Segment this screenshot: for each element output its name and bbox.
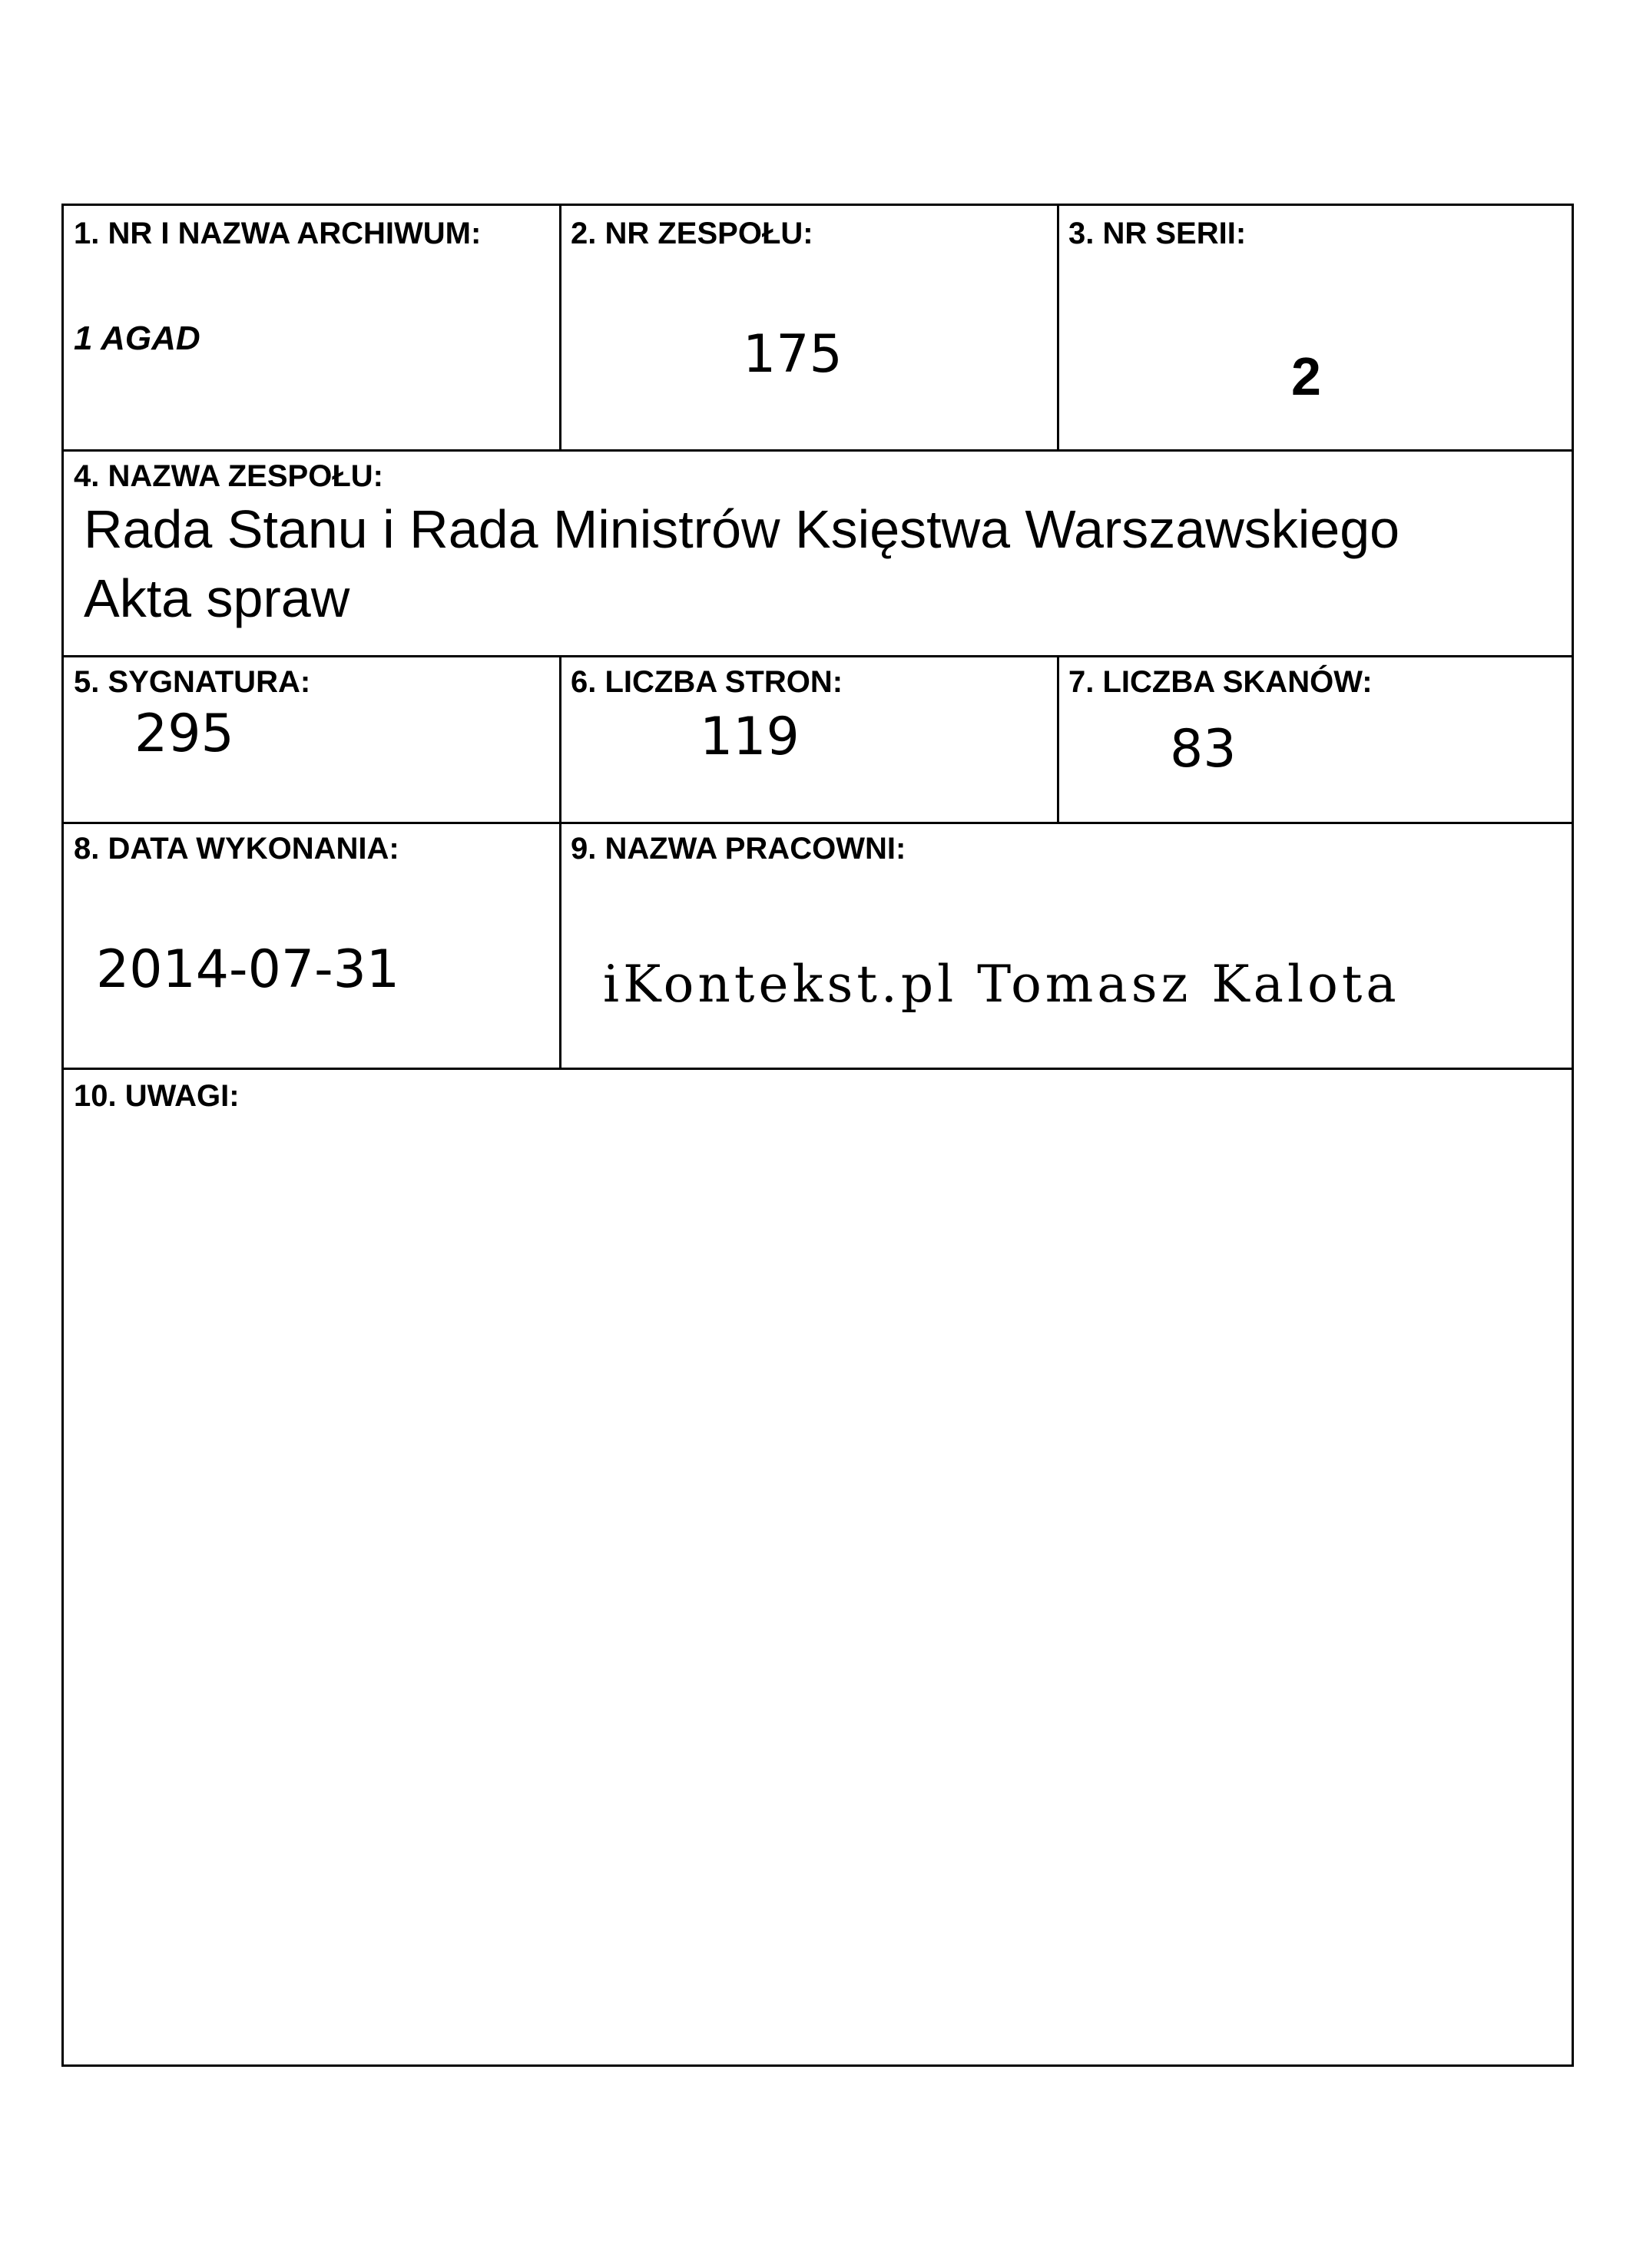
workshop-cell bbox=[561, 824, 1574, 1068]
series-number-cell bbox=[1059, 206, 1574, 449]
series-number-value: 2 bbox=[1291, 346, 1321, 406]
archive-cell bbox=[64, 206, 559, 449]
page-count-cell bbox=[561, 657, 1057, 822]
signature-label: 5. SYGNATURA: bbox=[74, 665, 311, 699]
fonds-name-line1: Rada Stanu i Rada Ministrów Księstwa Warszawskiego bbox=[84, 499, 1400, 559]
page-count-label: 6. LICZBA STRON: bbox=[571, 665, 843, 699]
date-cell bbox=[64, 824, 559, 1068]
date-value: 2014-07-31 bbox=[96, 939, 400, 1000]
archive-value: 1 AGAD bbox=[74, 320, 200, 357]
series-number-label: 3. NR SERII: bbox=[1068, 217, 1247, 250]
fonds-number-cell bbox=[561, 206, 1057, 449]
scan-count-cell bbox=[1059, 657, 1574, 822]
notes-cell bbox=[64, 1070, 1574, 2064]
workshop-label: 9. NAZWA PRACOWNI: bbox=[571, 832, 906, 866]
archive-record-form bbox=[61, 204, 1574, 2067]
fonds-number-label: 2. NR ZESPOŁU: bbox=[571, 217, 813, 250]
fonds-name-label: 4. NAZWA ZESPOŁU: bbox=[74, 459, 383, 493]
date-label: 8. DATA WYKONANIA: bbox=[74, 832, 399, 866]
fonds-name-cell bbox=[64, 452, 1574, 655]
scan-count-label: 7. LICZBA SKANÓW: bbox=[1068, 665, 1373, 699]
page-count-value: 119 bbox=[700, 707, 800, 767]
scan-count-value: 83 bbox=[1170, 719, 1237, 780]
archive-label: 1. NR I NAZWA ARCHIWUM: bbox=[74, 217, 482, 250]
signature-cell bbox=[64, 657, 559, 822]
notes-label: 10. UWAGI: bbox=[74, 1079, 240, 1113]
fonds-name-line2: Akta spraw bbox=[84, 568, 350, 628]
signature-value: 295 bbox=[134, 704, 234, 764]
workshop-value: iKontekst.pl Tomasz Kalota bbox=[603, 955, 1400, 1014]
fonds-number-value: 175 bbox=[743, 324, 843, 385]
